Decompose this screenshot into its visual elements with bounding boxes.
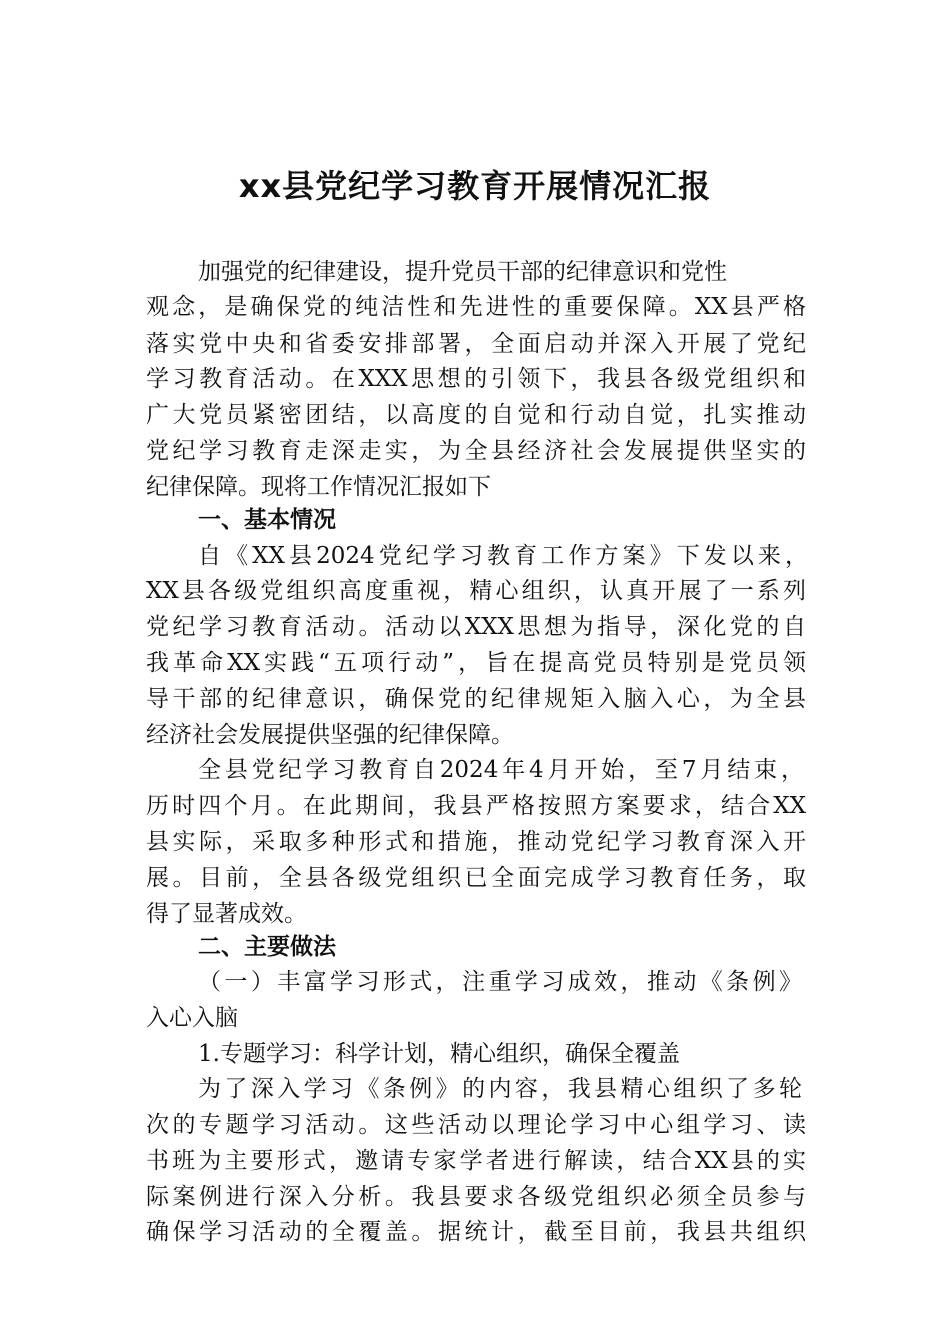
paragraph-line: 为了深入学习《条例》的内容，我县精心组织了多轮 xyxy=(198,1076,802,1102)
paragraph-line: 落实党中央和省委安排部署，全面启动并深入开展了党纪 xyxy=(146,331,806,357)
paragraph-line: 确保学习活动的全覆盖。据统计，截至目前，我县共组织 xyxy=(146,1219,806,1245)
paragraph-line: 广大党员紧密团结，以高度的自觉和行动自觉，扎实推动 xyxy=(146,402,806,428)
paragraph-line: 县实际，采取多种形式和措施，推动党纪学习教育深入开 xyxy=(146,829,806,855)
paragraph-line: 得了显著成效。 xyxy=(146,901,307,927)
section-heading: 一、基本情况 xyxy=(198,507,336,533)
paragraph-line: 党纪学习教育活动。活动以XXX思想为指导，深化党的自 xyxy=(146,614,806,640)
paragraph-line: 纪律保障。现将工作情况汇报如下 xyxy=(146,474,491,500)
paragraph-line: 学习教育活动。在XXX思想的引领下，我县各级党组织和 xyxy=(146,366,806,392)
paragraph-line: XX县各级党组织高度重视，精心组织，认真开展了一系列 xyxy=(146,578,806,604)
paragraph-line: 历时四个月。在此期间，我县严格按照方案要求，结合XX xyxy=(146,793,806,819)
paragraph-line: 自《XX县2024党纪学习教育工作方案》下发以来， xyxy=(198,543,808,569)
paragraph-line: 观念，是确保党的纯洁性和先进性的重要保障。XX县严格 xyxy=(146,294,806,320)
item-heading: 1.专题学习：科学计划，精心组织，确保全覆盖 xyxy=(198,1041,680,1067)
paragraph-line: 加强党的纪律建设，提升党员干部的纪律意识和党性 xyxy=(198,259,727,285)
document-title: xx县党纪学习教育开展情况汇报 xyxy=(238,167,712,205)
paragraph-line: 党纪学习教育走深走实，为全县经济社会发展提供坚实的 xyxy=(146,438,806,464)
paragraph-line: 全县党纪学习教育自2024年4月开始，至7月结束， xyxy=(198,757,804,783)
paragraph-line: 际案例进行深入分析。我县要求各级党组织必须全员参与 xyxy=(146,1184,806,1210)
paragraph-line: 书班为主要形式，邀请专家学者进行解读，结合XX县的实 xyxy=(146,1148,806,1174)
paragraph-line: 展。目前，全县各级党组织已全面完成学习教育任务，取 xyxy=(146,865,806,891)
subsection-heading: （一）丰富学习形式，注重学习成效，推动《条例》 xyxy=(198,969,802,995)
section-heading: 二、主要做法 xyxy=(198,934,336,960)
paragraph-line: 次的专题学习活动。这些活动以理论学习中心组学习、读 xyxy=(146,1112,806,1138)
subsection-heading: 入心入脑 xyxy=(146,1005,238,1031)
paragraph-line: 经济社会发展提供坚强的纪律保障。 xyxy=(146,722,514,748)
paragraph-line: 导干部的纪律意识，确保党的纪律规矩入脑入心，为全县 xyxy=(146,686,806,712)
paragraph-line: 我革命XX实践“五项行动”，旨在提高党员特别是党员领 xyxy=(146,650,806,676)
